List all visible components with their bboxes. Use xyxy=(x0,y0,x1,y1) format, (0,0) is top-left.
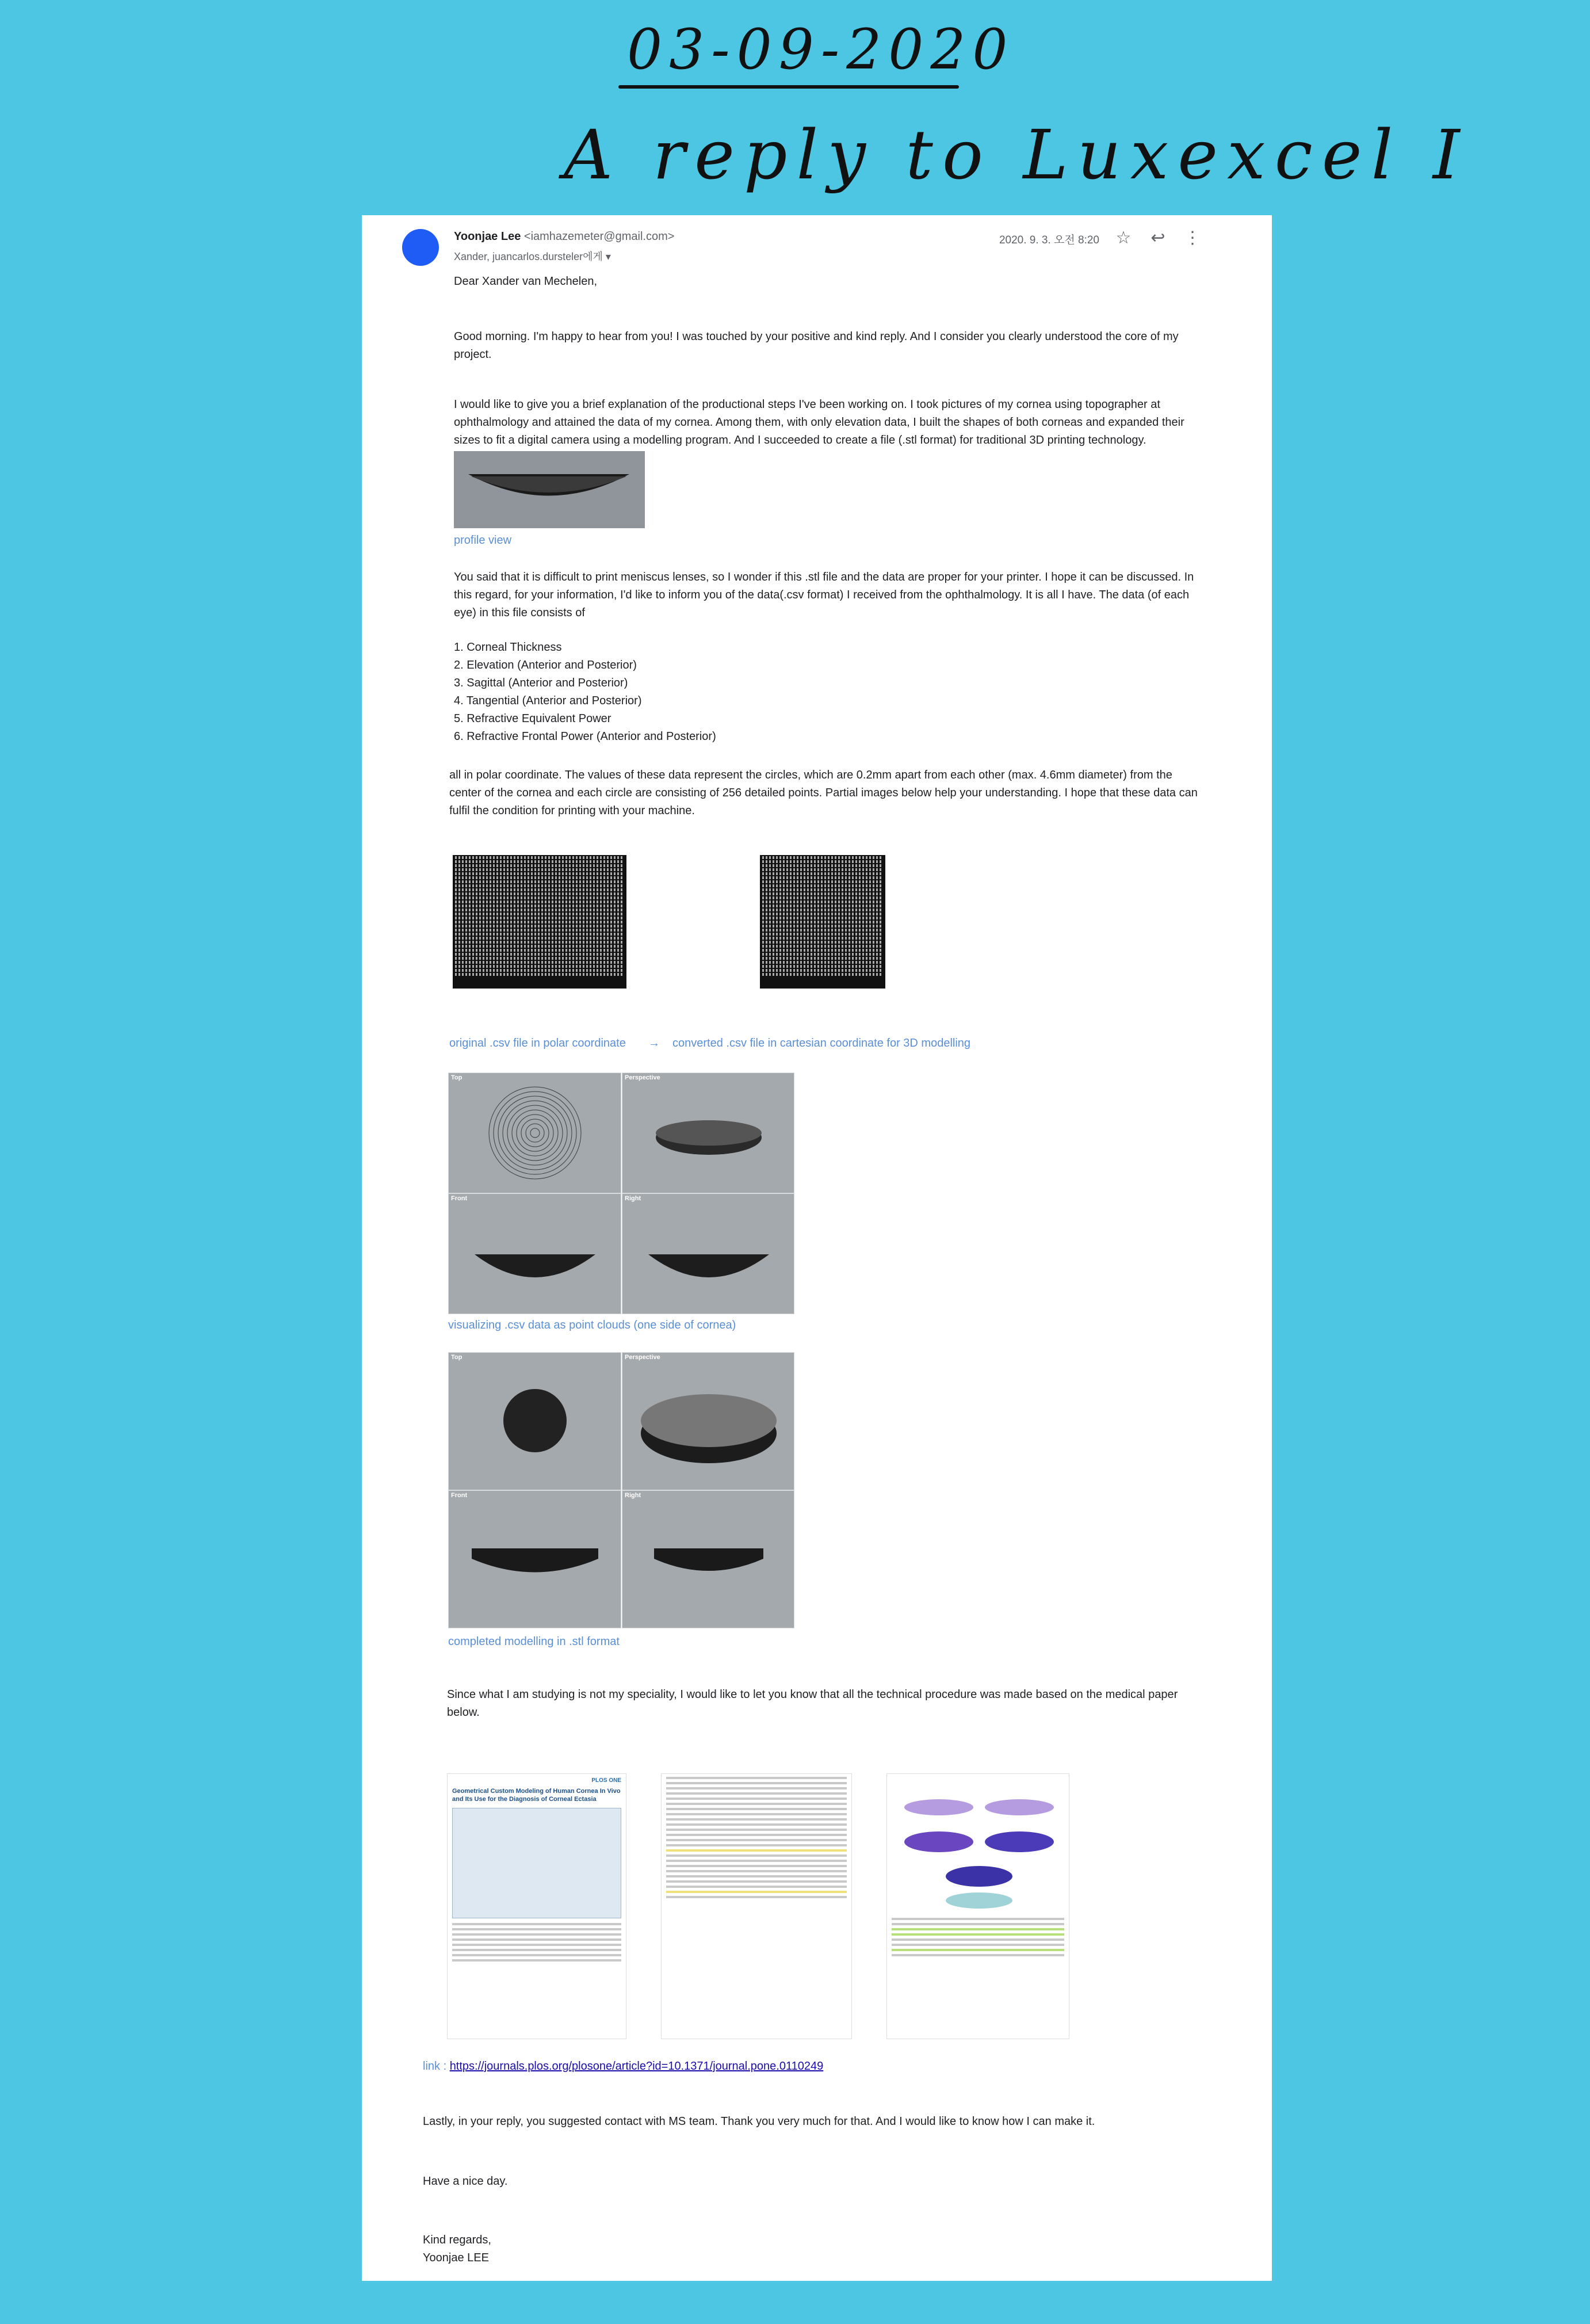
spreadsheet-row xyxy=(762,937,883,940)
caption-arrow: → xyxy=(648,1037,660,1050)
spreadsheet-row xyxy=(762,945,883,948)
list-item: 6. Refractive Frontal Power (Anterior and Posterior) xyxy=(454,730,716,743)
timestamp: 2020. 9. 3. 오전 8:20 xyxy=(999,234,1099,246)
spreadsheet-row xyxy=(762,933,883,936)
caption-profile-view[interactable]: profile view xyxy=(454,534,512,547)
spreadsheet-row xyxy=(455,953,624,956)
spreadsheet-row xyxy=(455,969,624,972)
spreadsheet-row xyxy=(455,941,624,944)
spreadsheet-row xyxy=(762,925,883,928)
list-item: 4. Tangential (Anterior and Posterior) xyxy=(454,694,642,707)
csv-cartesian-image[interactable] xyxy=(760,855,885,989)
spreadsheet-row xyxy=(762,860,883,863)
sender-line xyxy=(454,230,674,243)
viewport-perspective xyxy=(622,1073,794,1193)
right-lens-svg xyxy=(622,1491,794,1628)
data-list xyxy=(454,639,716,746)
spreadsheet-row xyxy=(762,973,883,976)
chevron-down-icon[interactable]: ▾ xyxy=(605,251,611,262)
spreadsheet-row xyxy=(762,953,883,956)
star-icon[interactable]: ☆ xyxy=(1115,228,1132,247)
spreadsheet-row xyxy=(455,892,624,895)
salutation: Dear Xander van Mechelen, xyxy=(454,275,598,288)
paper-page-3 xyxy=(886,1773,1069,2039)
closing-1: Have a nice day. xyxy=(423,2175,508,2188)
spreadsheet-row xyxy=(455,945,624,948)
spreadsheet-row xyxy=(455,872,624,875)
spreadsheet-row xyxy=(762,929,883,932)
disc-svg xyxy=(449,1353,621,1490)
paper-abstract-box xyxy=(452,1808,621,1918)
viewport-label: Front xyxy=(451,1492,468,1499)
viewport-label: Perspective xyxy=(625,1074,660,1081)
caption-point-cloud[interactable]: visualizing .csv data as point clouds (one side of cornea) xyxy=(448,1319,736,1331)
paper-preview[interactable] xyxy=(447,1773,1068,2039)
spreadsheet-row xyxy=(762,884,883,887)
date-underline xyxy=(618,85,959,89)
front-bowl-svg xyxy=(449,1194,621,1314)
caption-stl[interactable]: completed modelling in .stl format xyxy=(448,1635,620,1648)
paper-figure-svg xyxy=(887,1774,1069,1912)
spreadsheet-row xyxy=(455,925,624,928)
spreadsheet-row xyxy=(762,941,883,944)
caption-csv-original[interactable]: original .csv file in polar coordinate xyxy=(449,1037,626,1050)
paper-page-1 xyxy=(447,1773,626,2039)
paragraph-2: I would like to give you a brief explanation of the productional steps I've been working on. I took pictures of my cornea using topographer at ophthalmology and attained the data of my cornea. Among them, with only elevation data, I built the shapes of both corneas and expanded their sizes to fit a digital camera using a modelling program. And I succeeded to create a file (.stl format) for traditional 3D printing technology. xyxy=(454,398,1184,447)
handwritten-date: 03-09-2020 xyxy=(627,17,1015,82)
viewport-label: Top xyxy=(451,1354,463,1361)
spreadsheet-row xyxy=(762,969,883,972)
right-bowl-svg xyxy=(622,1194,794,1314)
solid-lens-svg xyxy=(622,1353,794,1490)
stl-viewports[interactable] xyxy=(448,1352,794,1628)
email-sheet xyxy=(362,215,1272,2281)
caption-csv-converted[interactable]: converted .csv file in cartesian coordinate for 3D modelling xyxy=(672,1037,971,1050)
paper-title: Geometrical Custom Modeling of Human Cornea In Vivo and Its Use for the Diagnosis of Corneal Ectasia xyxy=(452,1788,621,1803)
viewport-top xyxy=(448,1073,621,1193)
spreadsheet-row xyxy=(455,864,624,867)
spreadsheet-row xyxy=(455,868,624,871)
viewport-front xyxy=(448,1490,621,1628)
spreadsheet-row xyxy=(762,888,883,891)
spreadsheet-row xyxy=(762,876,883,879)
viewport-label: Right xyxy=(625,1195,641,1202)
viewport-label: Right xyxy=(625,1492,641,1499)
spreadsheet-row xyxy=(762,965,883,968)
spreadsheet-row xyxy=(455,860,624,863)
spreadsheet-row xyxy=(762,909,883,911)
dish-svg xyxy=(622,1073,794,1193)
viewport-right xyxy=(622,1490,794,1628)
link-label: link : xyxy=(423,2060,447,2073)
paragraph-4: all in polar coordinate. The values of these data represent the circles, which are 0.2mm apart from each other (max. 4.6mm diameter) from the center of the cornea and each circle are consisting of 256 detailed points. Partial images below help your understanding. I hope that these data can fulfil the condition for printing with your machine. xyxy=(449,769,1198,817)
list-item: 2. Elevation (Anterior and Posterior) xyxy=(454,659,637,671)
viewport-right xyxy=(622,1193,794,1314)
spreadsheet-row xyxy=(455,880,624,883)
avatar[interactable] xyxy=(402,229,439,266)
spreadsheet-row xyxy=(455,949,624,952)
paragraph-5: Since what I am studying is not my speciality, I would like to let you know that all the technical procedure was made based on the medical paper below. xyxy=(447,1688,1178,1719)
spreadsheet-row xyxy=(455,937,624,940)
reply-icon[interactable]: ↩ xyxy=(1151,228,1165,247)
spreadsheet-row xyxy=(762,880,883,883)
spreadsheet-row xyxy=(762,900,883,903)
front-lens-svg xyxy=(449,1491,621,1628)
link-line xyxy=(423,2058,823,2075)
spreadsheet-row xyxy=(455,884,624,887)
spreadsheet-row xyxy=(455,961,624,964)
spreadsheet-row xyxy=(762,868,883,871)
spreadsheet-row xyxy=(455,929,624,932)
spreadsheet-row xyxy=(762,856,883,859)
paper-page-2 xyxy=(661,1773,852,2039)
spreadsheet-row xyxy=(455,913,624,915)
paragraph-6: Lastly, in your reply, you suggested contact with MS team. Thank you very much for that. And I would like to know how I can make it. xyxy=(423,2115,1095,2128)
spreadsheet-row xyxy=(762,892,883,895)
spreadsheet-row xyxy=(762,905,883,907)
spreadsheet-row xyxy=(762,864,883,867)
spreadsheet-row xyxy=(455,965,624,968)
point-cloud-viewports[interactable] xyxy=(448,1073,794,1314)
spreadsheet-row xyxy=(455,896,624,899)
spreadsheet-row xyxy=(455,900,624,903)
paper-link[interactable]: https://journals.plos.org/plosone/article?id=10.1371/journal.pone.0110249 xyxy=(449,2060,824,2073)
list-item: 3. Sagittal (Anterior and Posterior) xyxy=(454,677,628,689)
closing-2: Kind regards, xyxy=(423,2234,491,2246)
spreadsheet-row xyxy=(762,961,883,964)
spreadsheet-row xyxy=(762,949,883,952)
spreadsheet-row xyxy=(762,896,883,899)
paragraph-1: Good morning. I'm happy to hear from you! I was touched by your positive and kind reply. And I consider you clearly understood the core of my project. xyxy=(454,330,1179,361)
viewport-perspective xyxy=(622,1352,794,1490)
list-item: 1. Corneal Thickness xyxy=(454,641,562,654)
viewport-label: Front xyxy=(451,1195,468,1202)
sender-email: <iamhazemeter@gmail.com> xyxy=(523,230,675,243)
handwritten-headline: A reply to Luxexcel I xyxy=(564,115,1469,194)
profile-view-image[interactable] xyxy=(454,451,645,528)
csv-polar-image[interactable] xyxy=(453,855,626,989)
spreadsheet-row xyxy=(455,888,624,891)
viewport-label: Top xyxy=(451,1074,463,1081)
recipients-text: Xander, juancarlos.dursteler에게 xyxy=(454,251,603,262)
spreadsheet-row xyxy=(455,909,624,911)
rings-svg xyxy=(449,1073,621,1193)
spreadsheet-row xyxy=(455,856,624,859)
lens-profile-svg xyxy=(454,451,645,528)
signature: Yoonjae LEE xyxy=(423,2252,489,2264)
spreadsheet-row xyxy=(455,905,624,907)
spreadsheet-row xyxy=(455,973,624,976)
spreadsheet-row xyxy=(455,921,624,924)
spreadsheet-row xyxy=(455,933,624,936)
spreadsheet-row xyxy=(762,872,883,875)
list-item: 5. Refractive Equivalent Power xyxy=(454,712,611,725)
sender-name[interactable]: Yoonjae Lee xyxy=(454,230,521,243)
spreadsheet-row xyxy=(762,957,883,960)
paragraph-3: You said that it is difficult to print meniscus lenses, so I wonder if this .stl file and the data are proper for your printer. I hope it can be discussed. In this regard, for your information, I'd like to inform you of the data(.csv format) I received from the ophthalmology. It is all I have. The data (of each eye) in this file consists of xyxy=(454,571,1194,619)
spreadsheet-row xyxy=(455,876,624,879)
paper-brand: PLOS ONE xyxy=(591,1777,621,1784)
more-vert-icon[interactable]: ⋮ xyxy=(1184,228,1201,247)
viewport-label: Perspective xyxy=(625,1354,660,1361)
spreadsheet-row xyxy=(762,921,883,924)
spreadsheet-row xyxy=(455,957,624,960)
recipients[interactable] xyxy=(454,249,611,264)
spreadsheet-row xyxy=(762,913,883,915)
viewport-front xyxy=(448,1193,621,1314)
spreadsheet-row xyxy=(455,917,624,919)
viewport-top xyxy=(448,1352,621,1490)
spreadsheet-row xyxy=(762,917,883,919)
